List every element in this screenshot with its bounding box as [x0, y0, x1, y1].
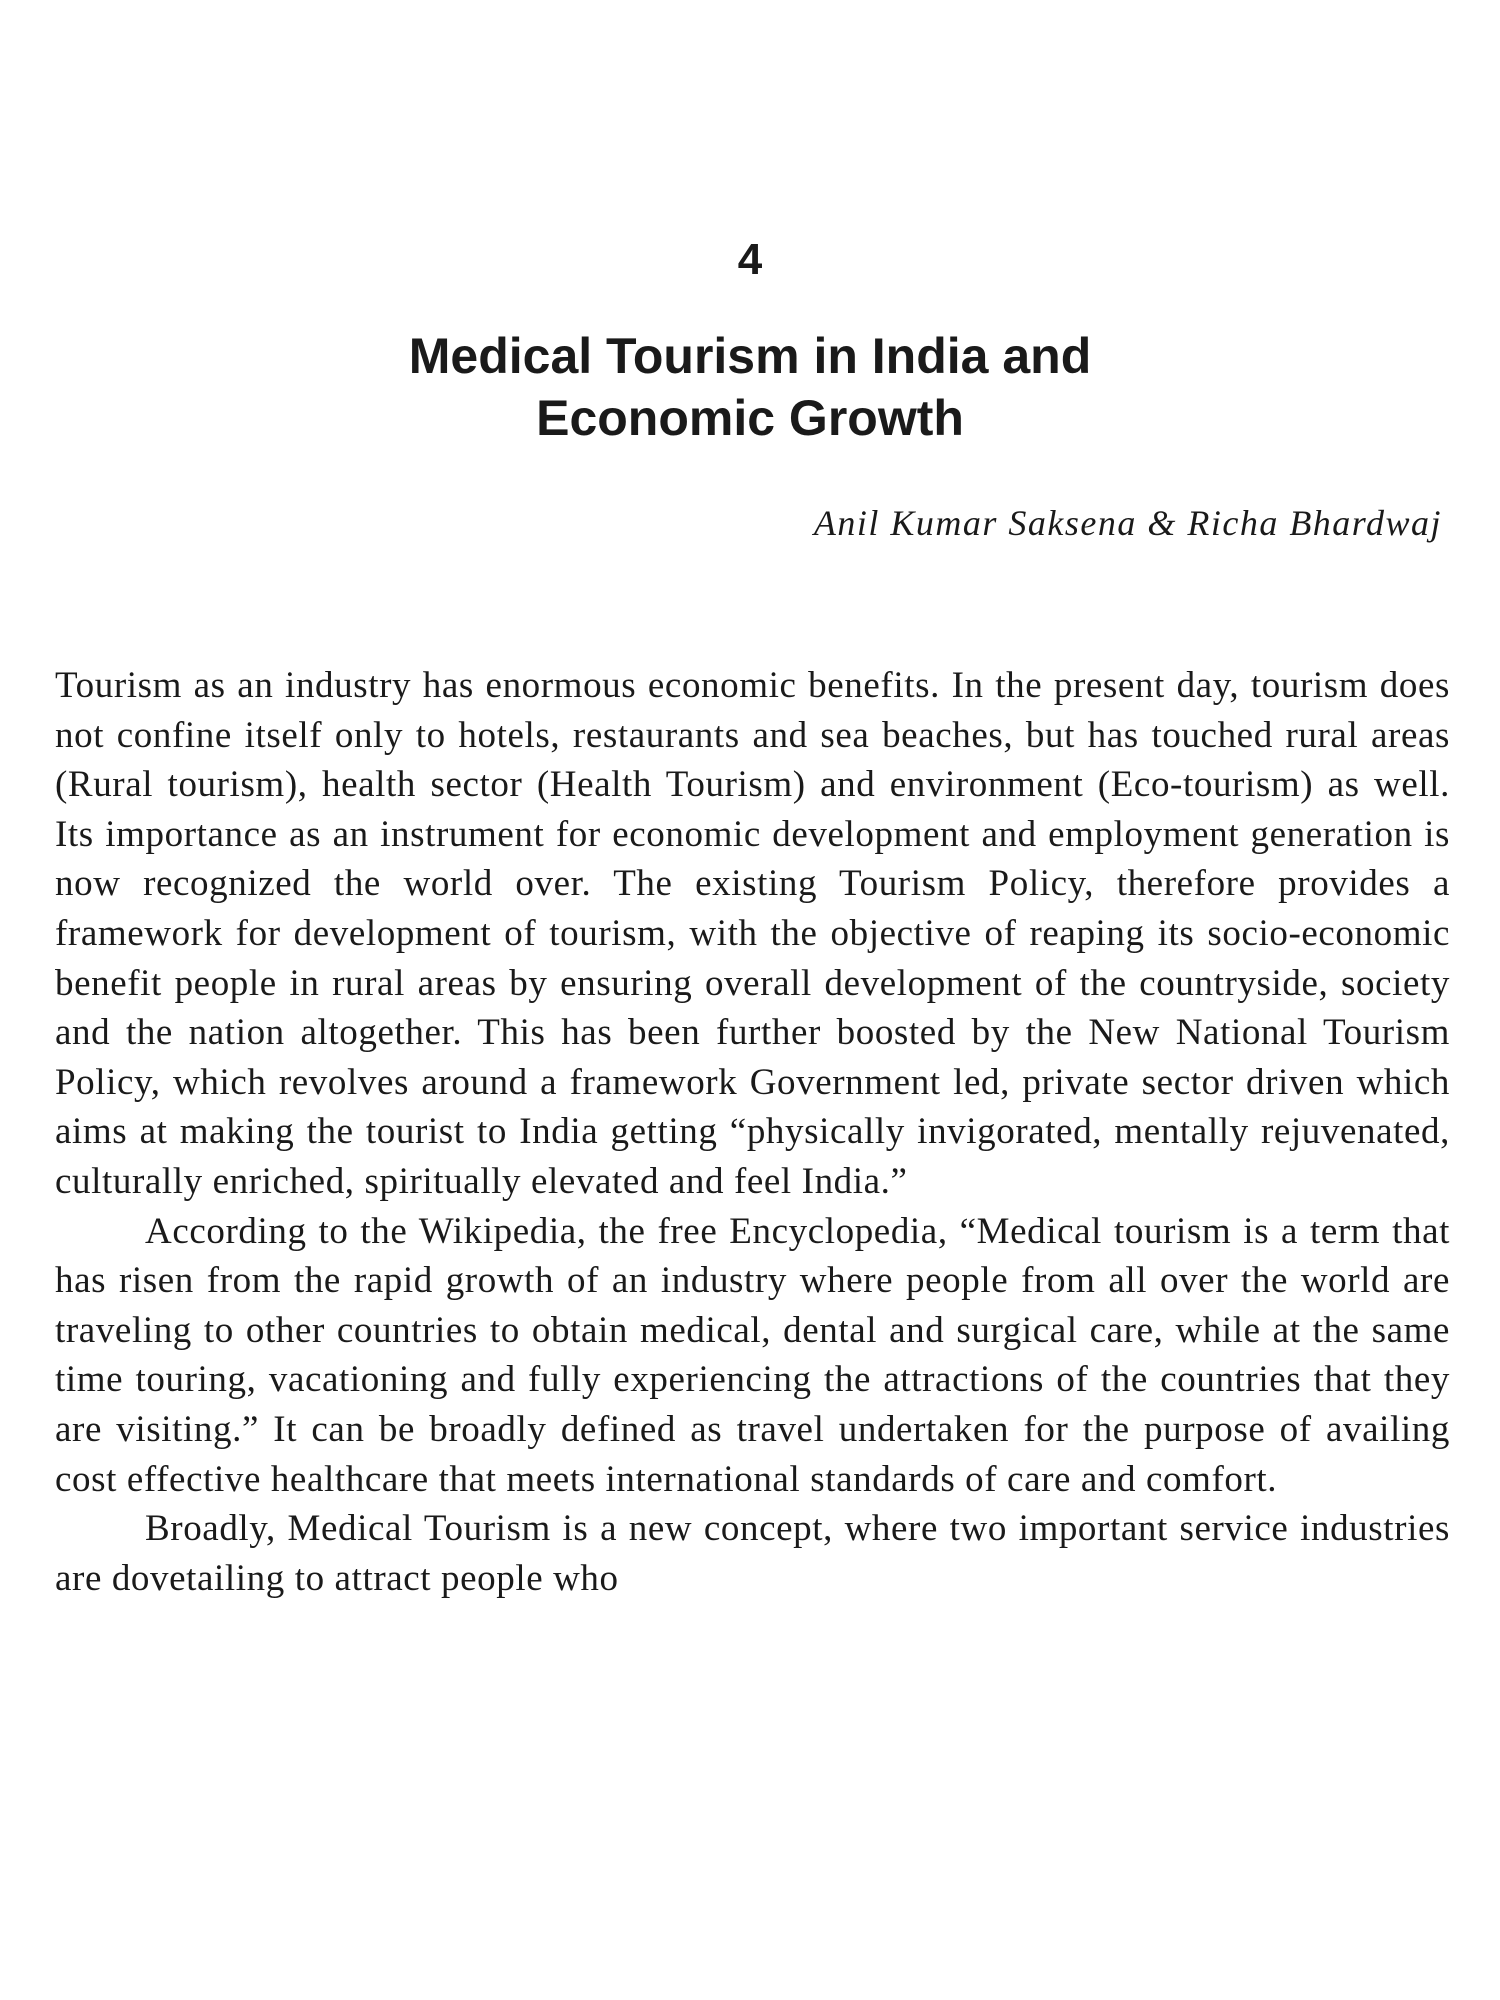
paragraph-1: Tourism as an industry has enormous economic benefits. In the present day, tourism does not confine itself only to hotels, restaurants and sea beaches, but has touched rural areas (Rural tourism), health sector (Health Tourism) and environment (Eco-tourism) as well. Its importance as an instrument for economic development and employment generation is now recognized the world over. The existing Tourism Policy, therefore provides a framework for development of tourism, with the objective of reaping its socio-economic benefit people in rural areas by ensuring overall development of the countryside, society and the nation altogether. This has been further boosted by the New National Tourism Policy, which revolves around a framework Government led, private sector driven which aims at making the tourist to India getting “physically invigorated, mentally rejuvenated, culturally enriched, spiritually elevated and feel India.” — [55, 665, 1450, 1202]
chapter-number: 4 — [737, 235, 763, 284]
chapter-title-line-2: Economic Growth — [536, 390, 964, 446]
body-text — [55, 661, 1450, 1603]
chapter-title-line-1: Medical Tourism in India and — [408, 328, 1092, 384]
chapter-title — [200, 325, 1300, 449]
chapter-authors: Anil Kumar Saksena & Richa Bhardwaj — [813, 503, 1442, 543]
paragraph-2: According to the Wikipedia, the free Encyclopedia, “Medical tourism is a term that has risen from the rapid growth of an industry where people from all over the world are traveling to other countries to obtain medical, dental and surgical care, while at the same time touring, vacationing and fully experiencing the attractions of the countries that they are visiting.” It can be broadly defined as travel undertaken for the purpose of availing cost effective healthcare that meets international standards of care and comfort. — [55, 1210, 1450, 1500]
paragraph-3: Broadly, Medical Tourism is a new concept, where two important service industries are dovetailing to attract people who — [55, 1508, 1450, 1599]
